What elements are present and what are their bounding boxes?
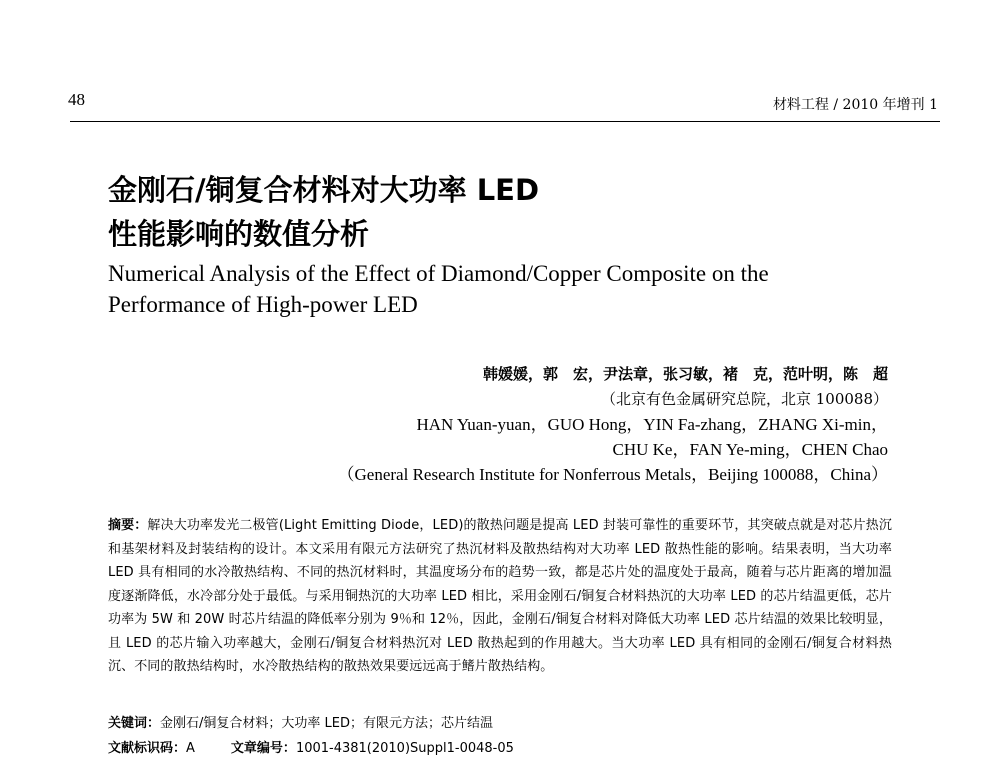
abstract [108,514,892,679]
abstract-label: 摘要： [108,518,148,533]
doc-code: A [186,741,195,756]
title-chinese: 金刚石/铜复合材料对大功率 LED 性能影响的数值分析 [108,173,540,251]
journal-name: 材料工程 / 2010 年增刊 1 [772,97,938,113]
affiliation-english: （General Research Institute for Nonferrous Metals，Beijing 100088，China） [337,465,888,484]
header-rule [70,121,940,122]
keywords [108,712,493,731]
article-number-label: 文章编号： [230,741,296,756]
authors-block [338,362,888,487]
title-english: Numerical Analysis of the Effect of Diamond/Copper Composite on the Performance of High-power LED [108,261,769,317]
document-identifiers [108,737,514,756]
page-number: 48 [68,90,85,109]
abstract-text: 解决大功率发光二极管(Light Emitting Diode，LED)的散热问题是提高 LED 封装可靠性的重要环节，其突破点就是对芯片热沉和基架材料及封装结构的设计。本文采用有限元方法研究了热沉材料及散热结构对大功率 LED 散热性能的影响。结果表明，当大功率 LED 具有相同的水冷散热结构、不同的热沉材料时，其温度场分布的趋势一致，都是芯片处的温度处于最高，随着与芯片距离的增加温度逐渐降低，水冷部分处于最低。与采用铜热沉的大功率 LED 相比，采用金刚石/铜复合材料热沉的大功率 LED 的芯片结温更低，芯片功率为 5W 和 20W 时芯片结温的降低率分别为 9％和 12％，因此，金刚石/铜复合材料对降低大功率 LED 芯片结温的效果比较明显，且 LED 的芯片输入功率越大，金刚石/铜复合材料热沉对 LED 散热起到的作用越大。当大功率 LED 具有相同的金刚石/铜复合材料热沉、不同的散热结构时，水冷散热结构的散热效果要远远高于鳍片散热结构。 [108,518,892,674]
keywords-label: 关键词： [108,716,161,731]
affiliation-chinese: （北京有色金属研究总院，北京 100088） [600,390,888,408]
article-number: 1001-4381(2010)Suppl1-0048-05 [295,741,514,756]
doc-code-label: 文献标识码： [108,741,187,756]
authors-english: HAN Yuan-yuan，GUO Hong，YIN Fa-zhang，ZHANG Xi-min， CHU Ke，FAN Ye-ming，CHEN Chao [416,415,888,459]
authors-chinese: 韩媛媛，郭 宏，尹法章，张习敏，褚 克，范叶明，陈 超 [482,365,888,383]
keywords-text: 金刚石/铜复合材料；大功率 LED；有限元方法；芯片结温 [160,716,493,731]
page-header [60,90,940,118]
